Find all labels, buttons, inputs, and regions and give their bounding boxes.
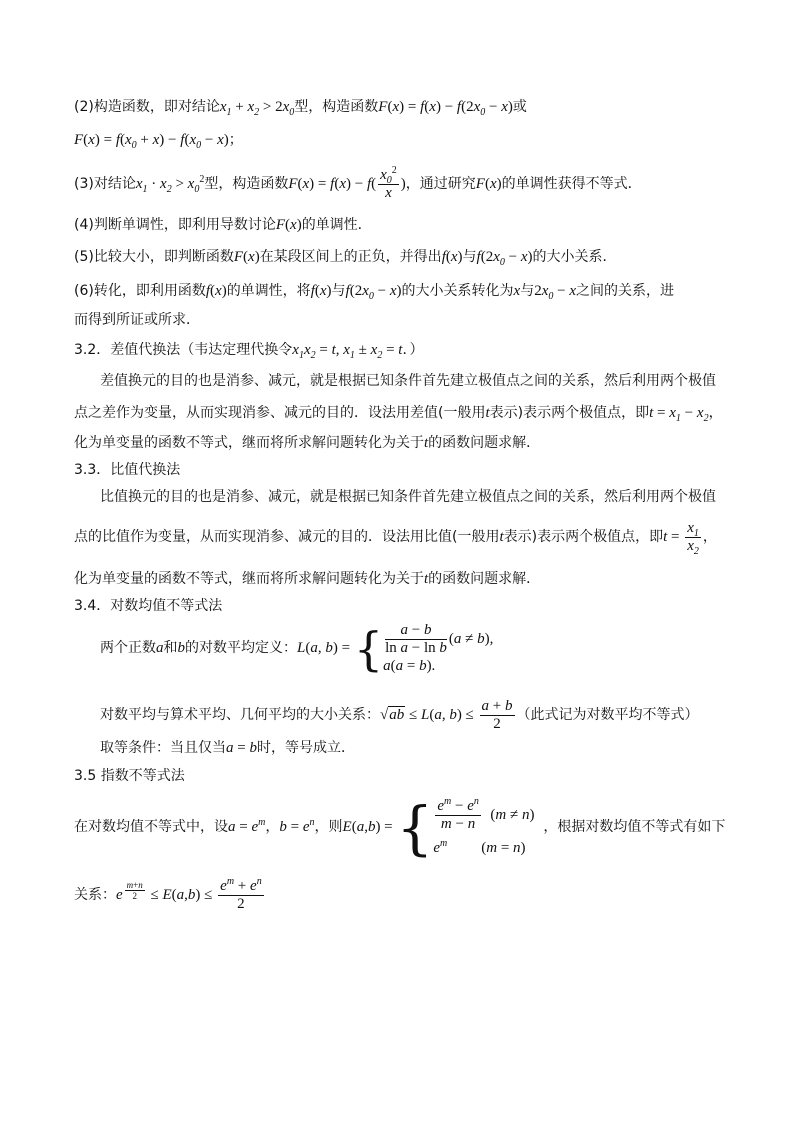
section-3-2-p3b: 的函数问题求解． <box>428 435 541 451</box>
item-6-text-b: 的单调性，将 <box>226 283 311 299</box>
section-3-3-heading <box>74 461 180 479</box>
math-f-2x0-x-6: $f(2x_0 - x)$ <box>345 283 402 302</box>
item-2-line <box>74 98 527 116</box>
math-2x0-x-6: $2x_0 - x$ <box>534 283 576 302</box>
item-4-text-a: (4)判断单调性，即利用导数讨论 <box>74 217 276 233</box>
section-3-3-p3b: 的函数问题求解． <box>428 571 541 587</box>
section-3-3-p2b: 表示)表示两个极值点，即 <box>503 528 664 545</box>
section-3-2-p-line-3 <box>74 434 540 452</box>
item-6-line-2 <box>74 311 200 329</box>
math-b-eq-en: $b = e^n$ <box>279 817 315 835</box>
math-a-eq-b: a = b <box>226 740 257 756</box>
item-3-text-b: 型，构造函数 <box>204 175 289 192</box>
math-x1-times-x2: $x_1 \cdot x_2 > x_0^2$ <box>135 173 205 195</box>
item-2-line-2 <box>74 131 243 149</box>
math-f-x-plain: f(x) <box>205 283 227 299</box>
section-3-2-p3a: 化为单变量的函数不等式，继而将所求解问题转化为关于 <box>74 435 424 451</box>
section-3-3-p-line-3 <box>74 570 540 588</box>
math-F-def-2: $F(x) = f(x_0 + x) - f(x_0 - x)$ <box>74 132 229 151</box>
math-f-2x0-x-5: $f(2x_0 - x)$ <box>476 249 533 268</box>
equality-a: 取等条件：当且仅当 <box>100 740 226 756</box>
math-F-x: F(x) <box>475 175 502 192</box>
math-log-mean-def: L(a, b) = { $\frac{a - b}{\text{ln a − ln b}}$ (a ≠ b), a(a = b). <box>297 621 494 676</box>
item-6-text-f: 之间的关系，进 <box>576 283 674 299</box>
item-2-text-b: 型，构造函数 <box>294 99 379 115</box>
exp-p2: 关系： <box>74 886 116 903</box>
item-5-line <box>74 248 617 266</box>
item-5-text-d: 的大小关系． <box>532 249 617 265</box>
math-F-x-5: F(x) <box>233 249 260 265</box>
log-mean-def-c: 的对数平均定义： <box>185 640 297 656</box>
math-t: t <box>485 405 490 421</box>
item-5-text-c: 与 <box>462 249 477 265</box>
math-F-x-4: F(x) <box>275 217 302 233</box>
math-exp-mean-def: E(a,b) = { $\frac{e^m - e^n}{m - n}$ (m ≠ n) $e^m$ (m = n) <box>342 793 535 862</box>
log-mean-inequality-line <box>100 698 699 733</box>
item-6-text-e: 与 <box>520 283 535 299</box>
math-F-def-1: $F(x) = f(x) - f(2x_0 - x)$ <box>378 99 513 118</box>
exp-p1d: ，根据对数均值不等式有如下 <box>543 819 726 835</box>
exp-p1c: ，则 <box>314 819 343 835</box>
math-x1-plus-x2: $x_1 + x_2 > 2x_0$ <box>219 99 295 118</box>
item-4-line <box>74 216 372 234</box>
section-3-3-p3a: 化为单变量的函数不等式，继而将所求解问题转化为关于 <box>74 571 424 587</box>
exp-mean-definition <box>74 794 725 864</box>
log-mean-rel: 对数平均与算术平均、几何平均的大小关系： <box>100 706 380 723</box>
section-3-2-p2b: 表示)表示两个极值点，即 <box>489 405 650 421</box>
section-3-2-p-line-1 <box>100 372 716 390</box>
item-2-text-c: 或 <box>512 99 527 115</box>
equality-condition-line <box>100 739 355 757</box>
math-t: t <box>424 571 429 587</box>
math-f-x-6: f(x) <box>310 283 332 299</box>
item-3-line <box>74 167 642 202</box>
math-b: b <box>177 640 185 656</box>
item-2-text-a: (2)构造函数，即对结论 <box>74 99 220 115</box>
section-3-5-heading <box>74 767 185 785</box>
section-3-2-p2a: 点之差作为变量，从而实现消参、减元的目的．设法用差值(一般用 <box>74 405 486 421</box>
math-vieta: $x_1x_2 = t$, $x_1 \pm x_2 = t$ <box>292 342 403 361</box>
section-3-3-p2a: 点的比值作为变量，从而实现消参、减元的目的．设法用比值(一般用 <box>74 528 500 545</box>
section-3-3-p1: 比值换元的目的也是消参、减元，就是根据已知条件首先建立极值点之间的关系，然后利用两个极值 <box>100 489 716 505</box>
math-t-diff: $t = x_1 - x_2$ <box>649 405 709 424</box>
math-t: t <box>499 528 504 545</box>
item-3-text-a: (3)对结论 <box>74 175 136 192</box>
item-5-text-b: 在某段区间上的正负，并得出 <box>259 249 442 265</box>
math-t-ratio: t = $\frac{x_1}{x_2}$ <box>663 520 699 557</box>
log-mean-note: （此式记为对数平均不等式） <box>516 706 699 723</box>
item-3-text-d: 的单调性获得不等式． <box>501 175 642 192</box>
item-4-text-b: 的单调性． <box>301 217 372 233</box>
item-5-text-a: (5)比较大小，即判断函数 <box>74 249 234 265</box>
math-log-mean-inequality: √ab ≤ L(a, b) ≤ $\frac{a + b}{2}$ <box>380 698 513 732</box>
exp-inequality-line <box>74 878 266 913</box>
math-t: t <box>424 435 429 451</box>
item-6-line <box>74 282 674 300</box>
math-exp-inequality: e $^{\frac{m+n}{2}}$ ≤ E(a,b) ≤ $\frac{e^m + e^n}{2}$ <box>116 876 262 912</box>
section-3-3-p-line-1 <box>100 488 716 506</box>
math-x-6: x <box>513 283 521 299</box>
section-3-3-title: 3.3．比值代换法 <box>74 462 181 478</box>
exp-p1b: ， <box>265 819 280 835</box>
equality-b: 时，等号成立． <box>256 740 355 756</box>
log-mean-def-b: 和 <box>163 640 178 656</box>
section-3-4-title: 3.4．对数均值不等式法 <box>74 598 223 614</box>
section-3-3-p-line-2: 点的比值作为变量，从而实现消参、减元的目的．设法用比值(一般用t表示)表示两个极值点，即t = $\frac{x_1}{x_2}$ ， <box>74 520 717 557</box>
item-6-text-d: 的大小关系转化为 <box>401 283 514 299</box>
section-3-2-heading <box>74 341 423 359</box>
item-6-text-c: 与 <box>331 283 346 299</box>
item-3-text-c: ，通过研究 <box>405 175 476 192</box>
item-6-text-a: (6)转化，即利用函数 <box>74 283 206 299</box>
math-F-def-3: F(x) = f(x) − f( $\frac{x_0^2}{x}$ ) <box>288 165 406 201</box>
math-a-eq-em: $a = e^m$ <box>228 817 266 835</box>
exp-p1a: 在对数均值不等式中，设 <box>74 819 228 835</box>
item-6-text-g: 而得到所证或所求． <box>74 312 200 328</box>
math-f-x-5: f(x) <box>441 249 463 265</box>
section-3-2-p-line-2: 点之差作为变量，从而实现消参、减元的目的．设法用差值(一般用t表示)表示两个极值点，即$t = x_1 - x_2$， <box>74 405 723 424</box>
item-2-semicolon: ； <box>228 132 243 148</box>
log-mean-definition <box>100 620 493 682</box>
section-3-2-p1: 差值换元的目的也是消参、减元，就是根据已知条件首先建立极值点之间的关系，然后利用两个极值 <box>100 373 716 389</box>
section-3-4-heading <box>74 597 222 615</box>
math-a: a <box>156 640 164 656</box>
section-3-5-title: 3.5 指数不等式法 <box>74 768 185 784</box>
section-3-2-title: 3.2．差值代换法（韦达定理代换令 <box>74 342 293 358</box>
section-3-2-tail: ．） <box>402 342 424 358</box>
log-mean-def-a: 两个正数 <box>100 640 156 656</box>
